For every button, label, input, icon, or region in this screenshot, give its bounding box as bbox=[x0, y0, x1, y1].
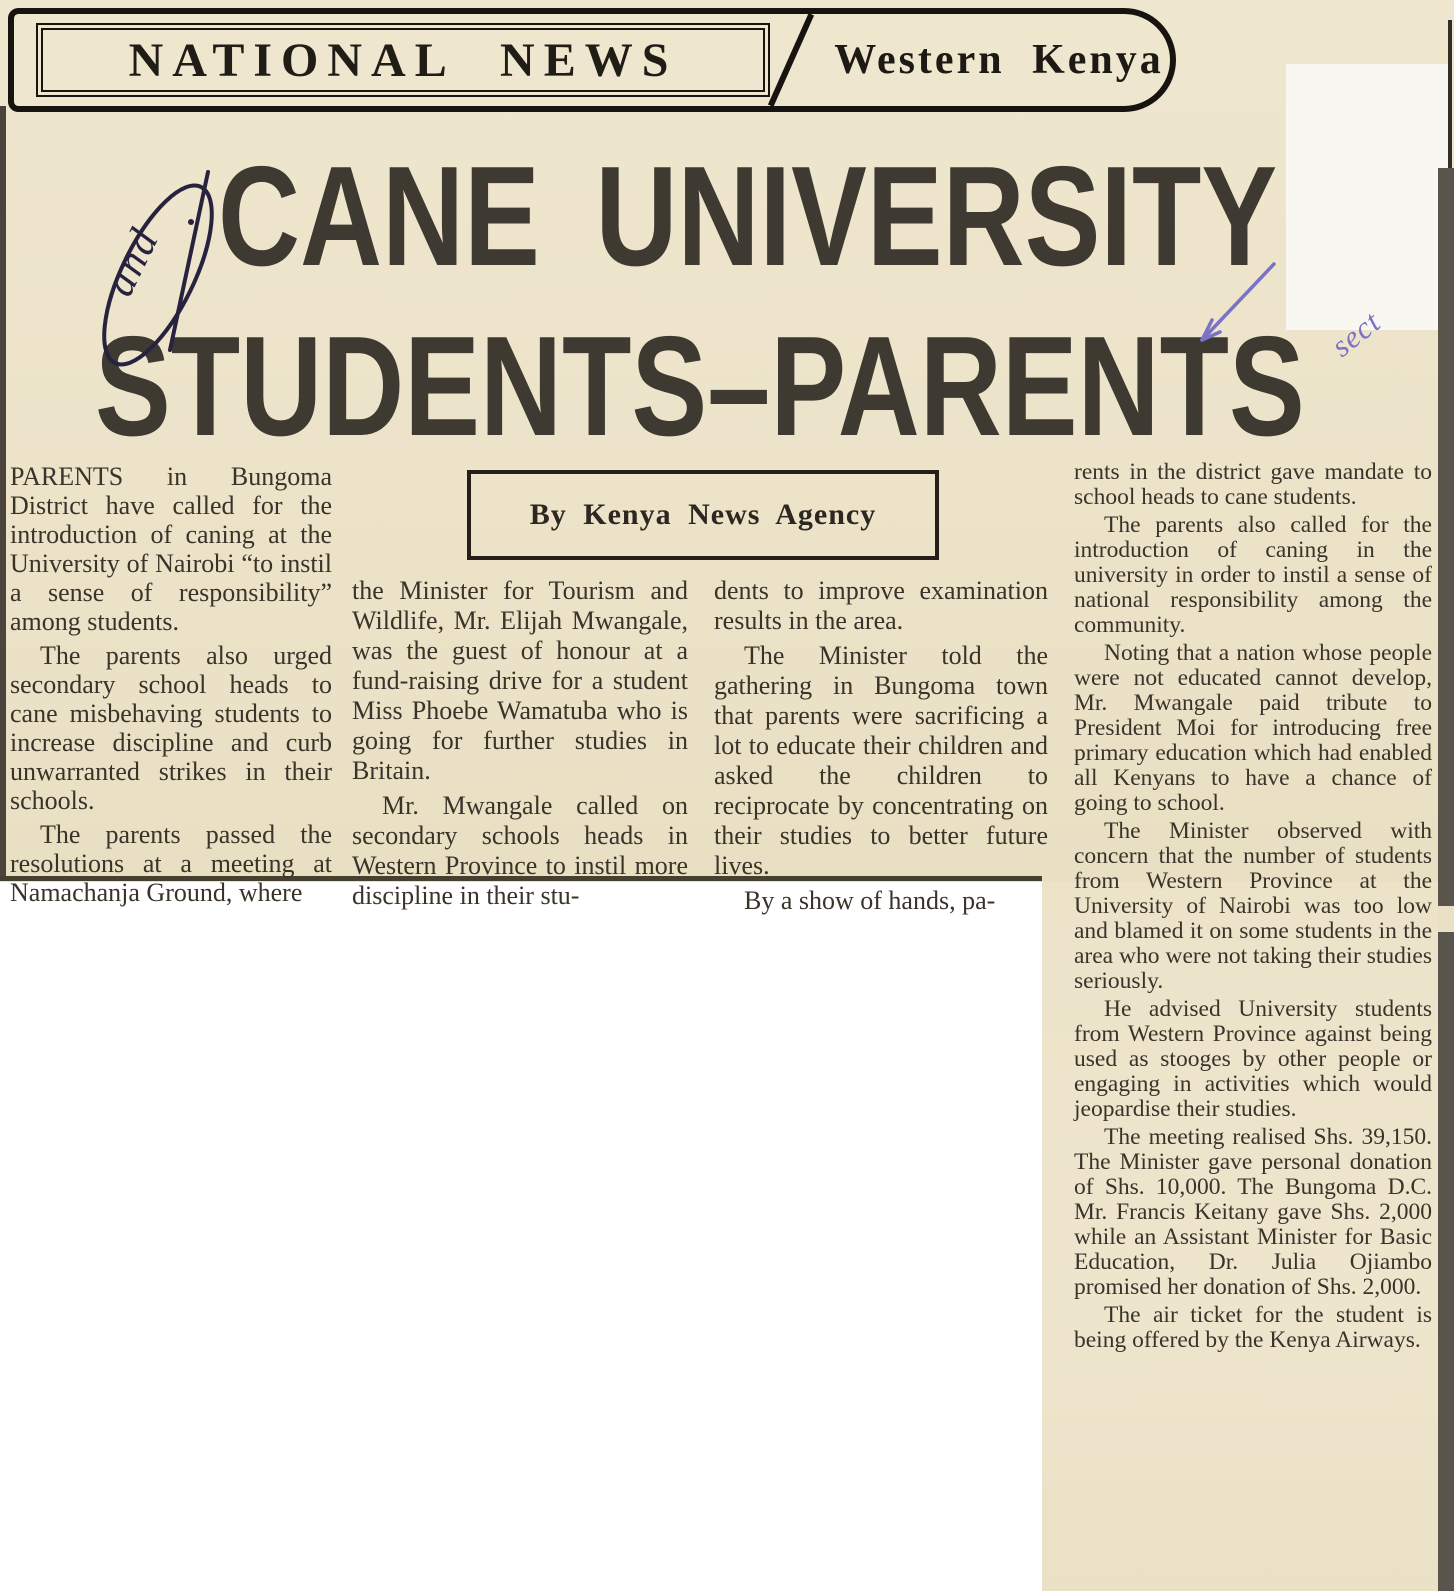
article-paragraph: The parents also called for the introduction of caning in the university in order to instil a sense of national responsibility among the community. bbox=[1074, 512, 1432, 638]
scan-edge-right bbox=[1438, 168, 1454, 1591]
article-paragraph: The meeting realised Shs. 39,150. The Minister gave personal donation of Shs. 10,000. The Bungoma D.C. Mr. Francis Keitany gave Shs. 2,000 while an Assistant Minister for Basic Education, Dr. Julia Ojiambo promised her donation of Shs. 2,000. bbox=[1074, 1124, 1432, 1300]
scan-white-patch bbox=[1286, 64, 1448, 330]
region-label: Western Kenya bbox=[834, 37, 1164, 83]
article-column-3 bbox=[714, 576, 1048, 916]
article-paragraph: Noting that a nation whose people were not educated cannot develop, Mr. Mwangale paid tribute to President Moi for introducing free primary education which had enabled all Kenyans to have a chance of going to school. bbox=[1074, 640, 1432, 816]
article-paragraph: The Minister told the gathering in Bungoma town that parents were sacrificing a lot to educate their children and asked the children to reciprocate by concentrating on their studies to better future lives. bbox=[714, 641, 1048, 880]
article-paragraph: dents to improve examination results in the area. bbox=[714, 576, 1048, 635]
article-paragraph: rents in the district gave mandate to school heads to cane students. bbox=[1074, 459, 1432, 510]
handwritten-word: and bbox=[96, 220, 169, 304]
article-paragraph: The air ticket for the student is being offered by the Kenya Airways. bbox=[1074, 1302, 1432, 1353]
scan-edge-right-gap bbox=[1438, 906, 1454, 932]
handwritten-circled-word bbox=[58, 160, 278, 380]
headline-line-1: CANE UNIVERSITY bbox=[218, 137, 1278, 296]
section-label-box bbox=[36, 23, 770, 97]
handwritten-margin-note: sect bbox=[1324, 303, 1388, 364]
article-paragraph: The Minister observed with concern that the number of students from Western Province at the University of Nairobi was too low and blamed it on some students in the area who were not taking their studies seriously. bbox=[1074, 818, 1432, 994]
circle-stroke-icon bbox=[58, 160, 278, 380]
section-label: NATIONAL NEWS bbox=[128, 33, 678, 87]
scan-edge-right-thin bbox=[1448, 20, 1452, 170]
headline-line-2: STUDENTS–PARENTS bbox=[95, 307, 1305, 466]
scan-edge-left bbox=[0, 106, 6, 880]
banner-slash-divider bbox=[768, 13, 814, 107]
section-banner bbox=[8, 8, 1176, 112]
article-paragraph: the Minister for Tourism and Wildlife, Mr. Elijah Mwangale, was the guest of honour at a fund-raising drive for a student Miss Phoebe Wamatuba who is going for further studies in Britain. bbox=[352, 576, 688, 785]
article-paragraph: By a show of hands, pa- bbox=[744, 886, 996, 915]
article-column-4 bbox=[1074, 460, 1432, 1353]
byline-text: By Kenya News Agency bbox=[529, 498, 877, 531]
byline-box bbox=[467, 470, 939, 560]
article-paragraph: The parents passed the resolutions at a meeting at Namachanja Ground, where bbox=[10, 820, 332, 907]
article-paragraph: The parents also urged secondary school heads to cane misbehaving students to increase discipline and curb unwarranted strikes in their schools. bbox=[10, 641, 332, 815]
article-paragraph: Mr. Mwangale called on secondary schools heads in Western Province to instil more discipline in their stu- bbox=[352, 791, 688, 910]
article-paragraph: PARENTS in Bungoma District have called for the introduction of caning at the University of Nairobi “to instil a sense of responsibility” among students. bbox=[10, 462, 332, 636]
handwritten-arrow-icon bbox=[1178, 258, 1288, 358]
article-paragraph: He advised University students from Western Province against being used as stooges by other people or engaging in activities which would jeopardise their studies. bbox=[1074, 996, 1432, 1122]
article-column-1 bbox=[10, 462, 332, 907]
article-column-2 bbox=[352, 576, 688, 911]
